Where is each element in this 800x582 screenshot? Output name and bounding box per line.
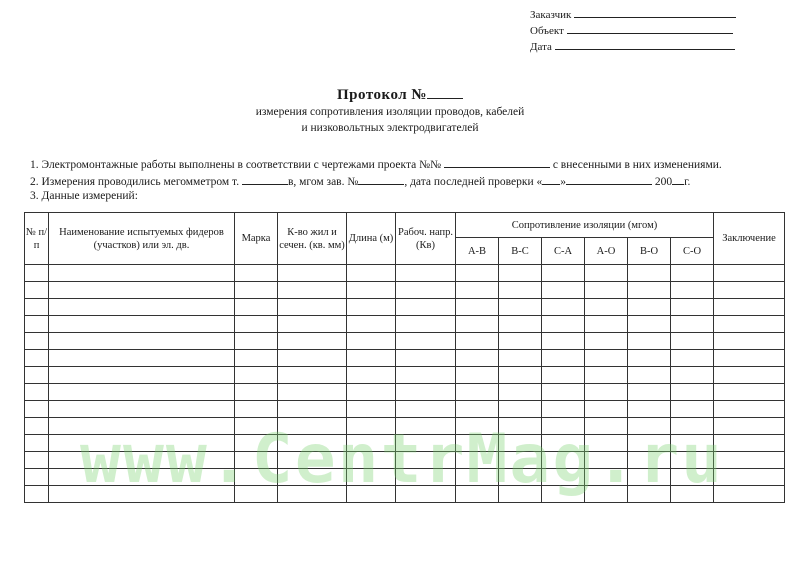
measurement-table-body xyxy=(25,265,785,503)
check-month-line[interactable] xyxy=(566,173,652,185)
table-cell[interactable] xyxy=(628,350,671,367)
table-cell[interactable] xyxy=(628,384,671,401)
table-cell[interactable] xyxy=(278,435,347,452)
item-2-text-c: , дата последней проверки « xyxy=(404,176,543,188)
table-cell[interactable] xyxy=(25,486,49,503)
table-cell[interactable] xyxy=(396,418,456,435)
col-header-resistance: Сопротивление изоляции (мгом) xyxy=(456,213,714,238)
table-cell[interactable] xyxy=(628,486,671,503)
table-cell[interactable] xyxy=(499,469,542,486)
table-cell[interactable] xyxy=(542,350,585,367)
table-cell[interactable] xyxy=(714,367,785,384)
table-cell[interactable] xyxy=(542,367,585,384)
table-cell[interactable] xyxy=(25,350,49,367)
table-cell[interactable] xyxy=(585,299,628,316)
table-cell[interactable] xyxy=(396,452,456,469)
table-cell[interactable] xyxy=(456,401,499,418)
table-cell[interactable] xyxy=(628,333,671,350)
table-cell[interactable] xyxy=(235,350,278,367)
table-cell[interactable] xyxy=(235,384,278,401)
table-cell[interactable] xyxy=(456,333,499,350)
table-cell[interactable] xyxy=(49,435,235,452)
table-cell[interactable] xyxy=(278,469,347,486)
table-cell[interactable] xyxy=(628,316,671,333)
table-cell[interactable] xyxy=(25,333,49,350)
item-2-text-e: 200 xyxy=(654,176,673,188)
table-cell[interactable] xyxy=(671,401,714,418)
table-cell[interactable] xyxy=(347,265,396,282)
table-cell[interactable] xyxy=(714,316,785,333)
table-row xyxy=(25,333,785,350)
table-cell[interactable] xyxy=(671,333,714,350)
table-cell[interactable] xyxy=(235,299,278,316)
table-row xyxy=(25,486,785,503)
table-cell[interactable] xyxy=(347,452,396,469)
table-cell[interactable] xyxy=(671,435,714,452)
table-row xyxy=(25,401,785,418)
table-cell[interactable] xyxy=(396,265,456,282)
table-cell[interactable] xyxy=(542,282,585,299)
table-cell[interactable] xyxy=(235,401,278,418)
item-1 xyxy=(30,156,722,171)
table-cell[interactable] xyxy=(542,384,585,401)
table-cell[interactable] xyxy=(278,401,347,418)
table-cell[interactable] xyxy=(235,452,278,469)
table-cell[interactable] xyxy=(396,350,456,367)
table-cell[interactable] xyxy=(628,282,671,299)
table-cell[interactable] xyxy=(396,435,456,452)
table-cell[interactable] xyxy=(585,435,628,452)
item-3: 3. Данные измерений: xyxy=(30,190,138,202)
customer-field xyxy=(530,6,736,22)
table-cell[interactable] xyxy=(396,299,456,316)
sub-header-b-c: В-С xyxy=(499,238,542,265)
table-cell[interactable] xyxy=(585,469,628,486)
table-cell[interactable] xyxy=(49,384,235,401)
table-cell[interactable] xyxy=(628,469,671,486)
table-cell[interactable] xyxy=(25,418,49,435)
item-1-text-b: с внесенными в них изменениями. xyxy=(552,159,722,171)
table-cell[interactable] xyxy=(499,452,542,469)
table-cell[interactable] xyxy=(628,401,671,418)
table-cell[interactable] xyxy=(671,299,714,316)
table-cell[interactable] xyxy=(628,418,671,435)
check-year-line[interactable] xyxy=(672,173,684,185)
table-cell[interactable] xyxy=(25,469,49,486)
table-cell[interactable] xyxy=(542,316,585,333)
table-cell[interactable] xyxy=(278,333,347,350)
table-cell[interactable] xyxy=(671,469,714,486)
table-cell[interactable] xyxy=(671,486,714,503)
table-cell[interactable] xyxy=(25,367,49,384)
check-day-line[interactable] xyxy=(542,173,560,185)
table-cell[interactable] xyxy=(714,265,785,282)
table-row xyxy=(25,350,785,367)
table-row xyxy=(25,265,785,282)
table-cell[interactable] xyxy=(456,469,499,486)
table-cell[interactable] xyxy=(49,299,235,316)
table-cell[interactable] xyxy=(499,265,542,282)
measurement-table xyxy=(24,212,785,503)
table-cell[interactable] xyxy=(49,486,235,503)
serial-number-line[interactable] xyxy=(358,173,404,185)
table-cell[interactable] xyxy=(278,384,347,401)
table-cell[interactable] xyxy=(714,299,785,316)
table-cell[interactable] xyxy=(499,299,542,316)
item-2-text-b: в, мгом зав. № xyxy=(287,176,359,188)
table-cell[interactable] xyxy=(347,316,396,333)
table-cell[interactable] xyxy=(25,299,49,316)
table-cell[interactable] xyxy=(499,418,542,435)
table-cell[interactable] xyxy=(456,486,499,503)
table-row xyxy=(25,282,785,299)
table-cell[interactable] xyxy=(278,265,347,282)
table-row xyxy=(25,452,785,469)
table-cell[interactable] xyxy=(278,486,347,503)
table-cell[interactable] xyxy=(49,350,235,367)
table-cell[interactable] xyxy=(456,299,499,316)
table-cell[interactable] xyxy=(714,435,785,452)
table-cell[interactable] xyxy=(542,435,585,452)
table-row xyxy=(25,316,785,333)
table-cell[interactable] xyxy=(347,350,396,367)
table-cell[interactable] xyxy=(585,452,628,469)
table-cell[interactable] xyxy=(671,452,714,469)
table-row xyxy=(25,384,785,401)
table-cell[interactable] xyxy=(499,350,542,367)
object-input-line[interactable] xyxy=(567,22,733,34)
table-cell[interactable] xyxy=(235,469,278,486)
table-row xyxy=(25,418,785,435)
table-cell[interactable] xyxy=(542,469,585,486)
table-cell[interactable] xyxy=(714,401,785,418)
table-cell[interactable] xyxy=(278,350,347,367)
table-cell[interactable] xyxy=(499,384,542,401)
table-cell[interactable] xyxy=(714,452,785,469)
table-cell[interactable] xyxy=(714,333,785,350)
table-cell[interactable] xyxy=(25,265,49,282)
table-cell[interactable] xyxy=(714,384,785,401)
table-cell[interactable] xyxy=(278,299,347,316)
sub-header-a-o: А-О xyxy=(585,238,628,265)
table-cell[interactable] xyxy=(585,316,628,333)
table-cell[interactable] xyxy=(499,316,542,333)
col-header-name: Наименование испытуемых фидеров (участков) или эл. дв. xyxy=(49,213,235,265)
table-cell[interactable] xyxy=(235,418,278,435)
col-header-number: № п/п xyxy=(25,213,49,265)
table-cell[interactable] xyxy=(542,418,585,435)
megohmmeter-type-line[interactable] xyxy=(242,173,288,185)
table-cell[interactable] xyxy=(396,367,456,384)
table-cell[interactable] xyxy=(542,265,585,282)
table-cell[interactable] xyxy=(396,486,456,503)
table-cell[interactable] xyxy=(49,333,235,350)
table-cell[interactable] xyxy=(347,435,396,452)
table-cell[interactable] xyxy=(347,418,396,435)
table-cell[interactable] xyxy=(671,350,714,367)
table-cell[interactable] xyxy=(499,401,542,418)
table-cell[interactable] xyxy=(542,299,585,316)
table-cell[interactable] xyxy=(25,435,49,452)
col-header-cores: К-во жил и сечен. (кв. мм) xyxy=(278,213,347,265)
table-cell[interactable] xyxy=(347,282,396,299)
table-cell[interactable] xyxy=(235,333,278,350)
protocol-title-text: Протокол № xyxy=(337,87,427,103)
table-cell[interactable] xyxy=(235,486,278,503)
table-cell[interactable] xyxy=(585,265,628,282)
table-cell[interactable] xyxy=(278,367,347,384)
table-cell[interactable] xyxy=(347,486,396,503)
table-cell[interactable] xyxy=(499,435,542,452)
table-cell[interactable] xyxy=(628,367,671,384)
sub-header-a-b: А-В xyxy=(456,238,499,265)
table-cell[interactable] xyxy=(347,469,396,486)
table-cell[interactable] xyxy=(456,367,499,384)
table-cell[interactable] xyxy=(628,452,671,469)
table-cell[interactable] xyxy=(628,299,671,316)
table-cell[interactable] xyxy=(396,316,456,333)
table-cell[interactable] xyxy=(347,401,396,418)
item-2 xyxy=(30,173,690,188)
table-cell[interactable] xyxy=(585,367,628,384)
table-cell[interactable] xyxy=(25,401,49,418)
table-cell[interactable] xyxy=(585,401,628,418)
table-cell[interactable] xyxy=(49,316,235,333)
table-cell[interactable] xyxy=(585,333,628,350)
table-cell[interactable] xyxy=(347,299,396,316)
table-cell[interactable] xyxy=(671,384,714,401)
table-cell[interactable] xyxy=(49,452,235,469)
table-cell[interactable] xyxy=(714,418,785,435)
protocol-number-line[interactable] xyxy=(427,84,463,99)
table-cell[interactable] xyxy=(714,350,785,367)
table-cell[interactable] xyxy=(714,282,785,299)
item-2-text-f: г. xyxy=(684,176,691,188)
item-2-text-a: 2. Измерения проводились мегомметром т. xyxy=(30,176,240,188)
table-cell[interactable] xyxy=(456,384,499,401)
table-cell[interactable] xyxy=(542,486,585,503)
table-cell[interactable] xyxy=(25,282,49,299)
table-cell[interactable] xyxy=(49,265,235,282)
col-header-length: Длина (м) xyxy=(347,213,396,265)
table-cell[interactable] xyxy=(542,401,585,418)
table-cell[interactable] xyxy=(49,418,235,435)
protocol-title xyxy=(0,84,800,104)
table-cell[interactable] xyxy=(671,367,714,384)
table-cell[interactable] xyxy=(585,384,628,401)
table-cell[interactable] xyxy=(671,282,714,299)
table-cell[interactable] xyxy=(49,469,235,486)
sub-header-c-a: С-А xyxy=(542,238,585,265)
table-cell[interactable] xyxy=(499,282,542,299)
object-label: Объект xyxy=(530,25,564,37)
table-cell[interactable] xyxy=(456,350,499,367)
col-header-brand: Марка xyxy=(235,213,278,265)
table-cell[interactable] xyxy=(347,367,396,384)
table-cell[interactable] xyxy=(456,282,499,299)
table-cell[interactable] xyxy=(347,384,396,401)
table-cell[interactable] xyxy=(456,435,499,452)
date-input-line[interactable] xyxy=(555,38,735,50)
table-cell[interactable] xyxy=(396,282,456,299)
table-cell[interactable] xyxy=(278,452,347,469)
customer-label: Заказчик xyxy=(530,9,572,21)
watermark: www.CentrMag.ru xyxy=(80,420,725,499)
table-cell[interactable] xyxy=(585,282,628,299)
col-header-conclusion: Заключение xyxy=(714,213,785,265)
table-cell[interactable] xyxy=(628,265,671,282)
project-number-line[interactable] xyxy=(444,156,550,168)
table-cell[interactable] xyxy=(25,316,49,333)
table-cell[interactable] xyxy=(49,401,235,418)
table-cell[interactable] xyxy=(671,316,714,333)
table-cell[interactable] xyxy=(671,418,714,435)
sub-header-c-o: С-О xyxy=(671,238,714,265)
table-cell[interactable] xyxy=(671,265,714,282)
table-cell[interactable] xyxy=(396,333,456,350)
date-label: Дата xyxy=(530,41,552,53)
table-cell[interactable] xyxy=(456,316,499,333)
table-cell[interactable] xyxy=(235,282,278,299)
table-cell[interactable] xyxy=(278,316,347,333)
table-cell[interactable] xyxy=(714,486,785,503)
table-cell[interactable] xyxy=(25,384,49,401)
col-header-voltage: Рабоч. напр. (Кв) xyxy=(396,213,456,265)
table-cell[interactable] xyxy=(585,486,628,503)
table-cell[interactable] xyxy=(347,333,396,350)
table-cell[interactable] xyxy=(396,401,456,418)
table-cell[interactable] xyxy=(235,265,278,282)
table-cell[interactable] xyxy=(499,367,542,384)
table-cell[interactable] xyxy=(235,435,278,452)
sub-header-b-o: В-О xyxy=(628,238,671,265)
table-cell[interactable] xyxy=(499,333,542,350)
table-cell[interactable] xyxy=(396,469,456,486)
object-field xyxy=(530,22,733,38)
table-cell[interactable] xyxy=(542,452,585,469)
table-cell[interactable] xyxy=(628,435,671,452)
table-cell[interactable] xyxy=(456,418,499,435)
date-field xyxy=(530,38,735,54)
table-cell[interactable] xyxy=(25,452,49,469)
table-cell[interactable] xyxy=(235,367,278,384)
table-cell[interactable] xyxy=(456,265,499,282)
table-cell[interactable] xyxy=(396,384,456,401)
protocol-subtitle-1: измерения сопротивления изоляции проводов, кабелей xyxy=(255,106,525,118)
table-cell[interactable] xyxy=(542,333,585,350)
table-cell[interactable] xyxy=(49,367,235,384)
table-row xyxy=(25,367,785,384)
table-cell[interactable] xyxy=(278,282,347,299)
customer-input-line[interactable] xyxy=(574,6,736,18)
table-cell[interactable] xyxy=(499,486,542,503)
item-1-text-a: 1. Электромонтажные работы выполнены в соответствии с чертежами проекта №№ xyxy=(30,159,442,171)
table-row xyxy=(25,299,785,316)
table-cell[interactable] xyxy=(278,418,347,435)
table-cell[interactable] xyxy=(585,350,628,367)
table-row xyxy=(25,435,785,452)
table-cell[interactable] xyxy=(235,316,278,333)
item-2-text-d: » xyxy=(560,176,566,188)
table-cell[interactable] xyxy=(585,418,628,435)
table-cell[interactable] xyxy=(49,282,235,299)
table-cell[interactable] xyxy=(456,452,499,469)
table-row xyxy=(25,469,785,486)
table-cell[interactable] xyxy=(714,469,785,486)
protocol-subtitle-2: и низковольтных электродвигателей xyxy=(301,122,479,134)
